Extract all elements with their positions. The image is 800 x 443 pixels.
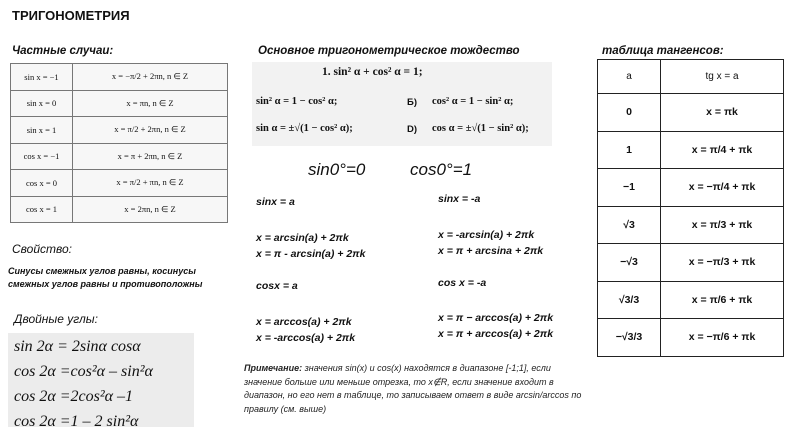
case-solution: x = πn, n ∈ Z	[73, 90, 228, 117]
tan-solution: x = −π/4 + πk	[661, 169, 784, 207]
case-solution: x = π/2 + πn, n ∈ Z	[73, 170, 228, 197]
identity-sin-squared: sin² α = 1 − cos² α;	[256, 96, 338, 107]
property-text: Синусы смежных углов равны, косинусы смежных углов равны и противоположны	[8, 266, 203, 289]
identity-mark-d: D)	[407, 124, 418, 135]
note-label: Примечание:	[244, 363, 303, 373]
case-equation: sin x = 1	[11, 117, 73, 144]
double-angle-formula: cos 2α =cos²α – sin²α	[14, 363, 153, 380]
tan-solution: x = πk	[661, 94, 784, 132]
tan-value: √3/3	[598, 281, 661, 319]
double-angles-heading: Двойные углы:	[14, 312, 98, 326]
table-row	[598, 319, 784, 357]
tan-solution: x = −π/3 + πk	[661, 244, 784, 282]
special-cases-heading: Частные случаи:	[12, 45, 114, 57]
special-cases-table	[10, 63, 228, 223]
double-angles-box	[8, 333, 194, 430]
column-header-tg: tg x = a	[661, 60, 784, 94]
identity-cos-squared: cos² α = 1 − sin² α;	[432, 96, 514, 107]
page-title: ТРИГОНОМЕТРИЯ	[12, 8, 130, 23]
tan-solution: x = π/6 + πk	[661, 281, 784, 319]
tan-value: −√3/3	[598, 319, 661, 357]
table-row	[598, 206, 784, 244]
table-row	[11, 196, 228, 223]
sin-equals-neg-a: sinx = -a	[438, 193, 481, 205]
double-angle-formula: cos 2α =1 – 2 sin²α	[14, 413, 139, 430]
tan-value: 1	[598, 131, 661, 169]
tan-value: −1	[598, 169, 661, 207]
case-equation: cos x = −1	[11, 143, 73, 170]
sin-a-solution-2: x = π - arcsin(a) + 2πk	[256, 248, 366, 260]
double-angle-formula: cos 2α =2cos²α –1	[14, 388, 134, 405]
tangents-table	[597, 59, 784, 357]
table-row	[11, 143, 228, 170]
case-equation: cos x = 0	[11, 170, 73, 197]
identity-heading: Основное тригонометрическое тождество	[258, 45, 520, 57]
sin-a-solution-1: x = arcsin(a) + 2πk	[256, 232, 349, 244]
table-row	[11, 117, 228, 144]
column-header-a: a	[598, 60, 661, 94]
table-row	[598, 94, 784, 132]
case-equation: cos x = 1	[11, 196, 73, 223]
cos-equals-neg-a: cos x = -a	[438, 277, 487, 289]
double-angle-formula: sin 2α = 2sinα cosα	[14, 338, 141, 355]
case-solution: x = π + 2πn, n ∈ Z	[73, 143, 228, 170]
cos-neg-a-solution-1: x = π − arccos(a) + 2πk	[438, 312, 554, 324]
case-solution: x = −π/2 + 2πn, n ∈ Z	[73, 64, 228, 91]
tan-solution: x = π/4 + πk	[661, 131, 784, 169]
table-row	[598, 131, 784, 169]
table-row	[11, 170, 228, 197]
cos-neg-a-solution-2: x = π + arccos(a) + 2πk	[438, 328, 554, 340]
case-equation: sin x = −1	[11, 64, 73, 91]
cos-zero-value: cos0°=1	[410, 160, 473, 179]
table-row	[11, 90, 228, 117]
table-row	[11, 64, 228, 91]
identity-sin-root: sin α = ±√(1 − cos² α);	[256, 123, 353, 134]
identity-mark-b: Б)	[407, 97, 417, 108]
case-solution: x = 2πn, n ∈ Z	[73, 196, 228, 223]
sin-equals-a: sinx = a	[256, 196, 295, 208]
sin-zero-value: sin0°=0	[308, 160, 366, 179]
table-row	[598, 281, 784, 319]
note-body: значения sin(x) и cos(x) находятся в диапазоне [-1;1], если значение больше или меньше отрезка, то x∉R, если значение входит в диапазон, но его нет в таблице, то записываем ответ в виде arcsin/arccos по правилу (см. выше)	[244, 363, 582, 414]
tan-value: 0	[598, 94, 661, 132]
table-header-row	[598, 60, 784, 94]
tan-value: −√3	[598, 244, 661, 282]
table-row	[598, 169, 784, 207]
cos-equals-a: cosx = a	[256, 280, 298, 292]
case-equation: sin x = 0	[11, 90, 73, 117]
sin-neg-a-solution-2: x = π + arcsina + 2πk	[438, 245, 544, 257]
cos-a-solution-1: x = arccos(a) + 2πk	[256, 316, 352, 328]
property-heading: Свойство:	[12, 242, 73, 256]
case-solution: x = π/2 + 2πn, n ∈ Z	[73, 117, 228, 144]
identity-main: 1. sin² α + cos² α = 1;	[322, 66, 423, 78]
tangents-heading: таблица тангенсов:	[602, 45, 724, 57]
identity-cos-root: cos α = ±√(1 − sin² α);	[432, 123, 529, 134]
tan-solution: x = −π/6 + πk	[661, 319, 784, 357]
table-row	[598, 244, 784, 282]
cos-a-solution-2: x = -arccos(a) + 2πk	[256, 332, 356, 344]
note-text	[244, 362, 590, 416]
tan-solution: x = π/3 + πk	[661, 206, 784, 244]
sin-neg-a-solution-1: x = -arcsin(a) + 2πk	[438, 229, 535, 241]
tan-value: √3	[598, 206, 661, 244]
